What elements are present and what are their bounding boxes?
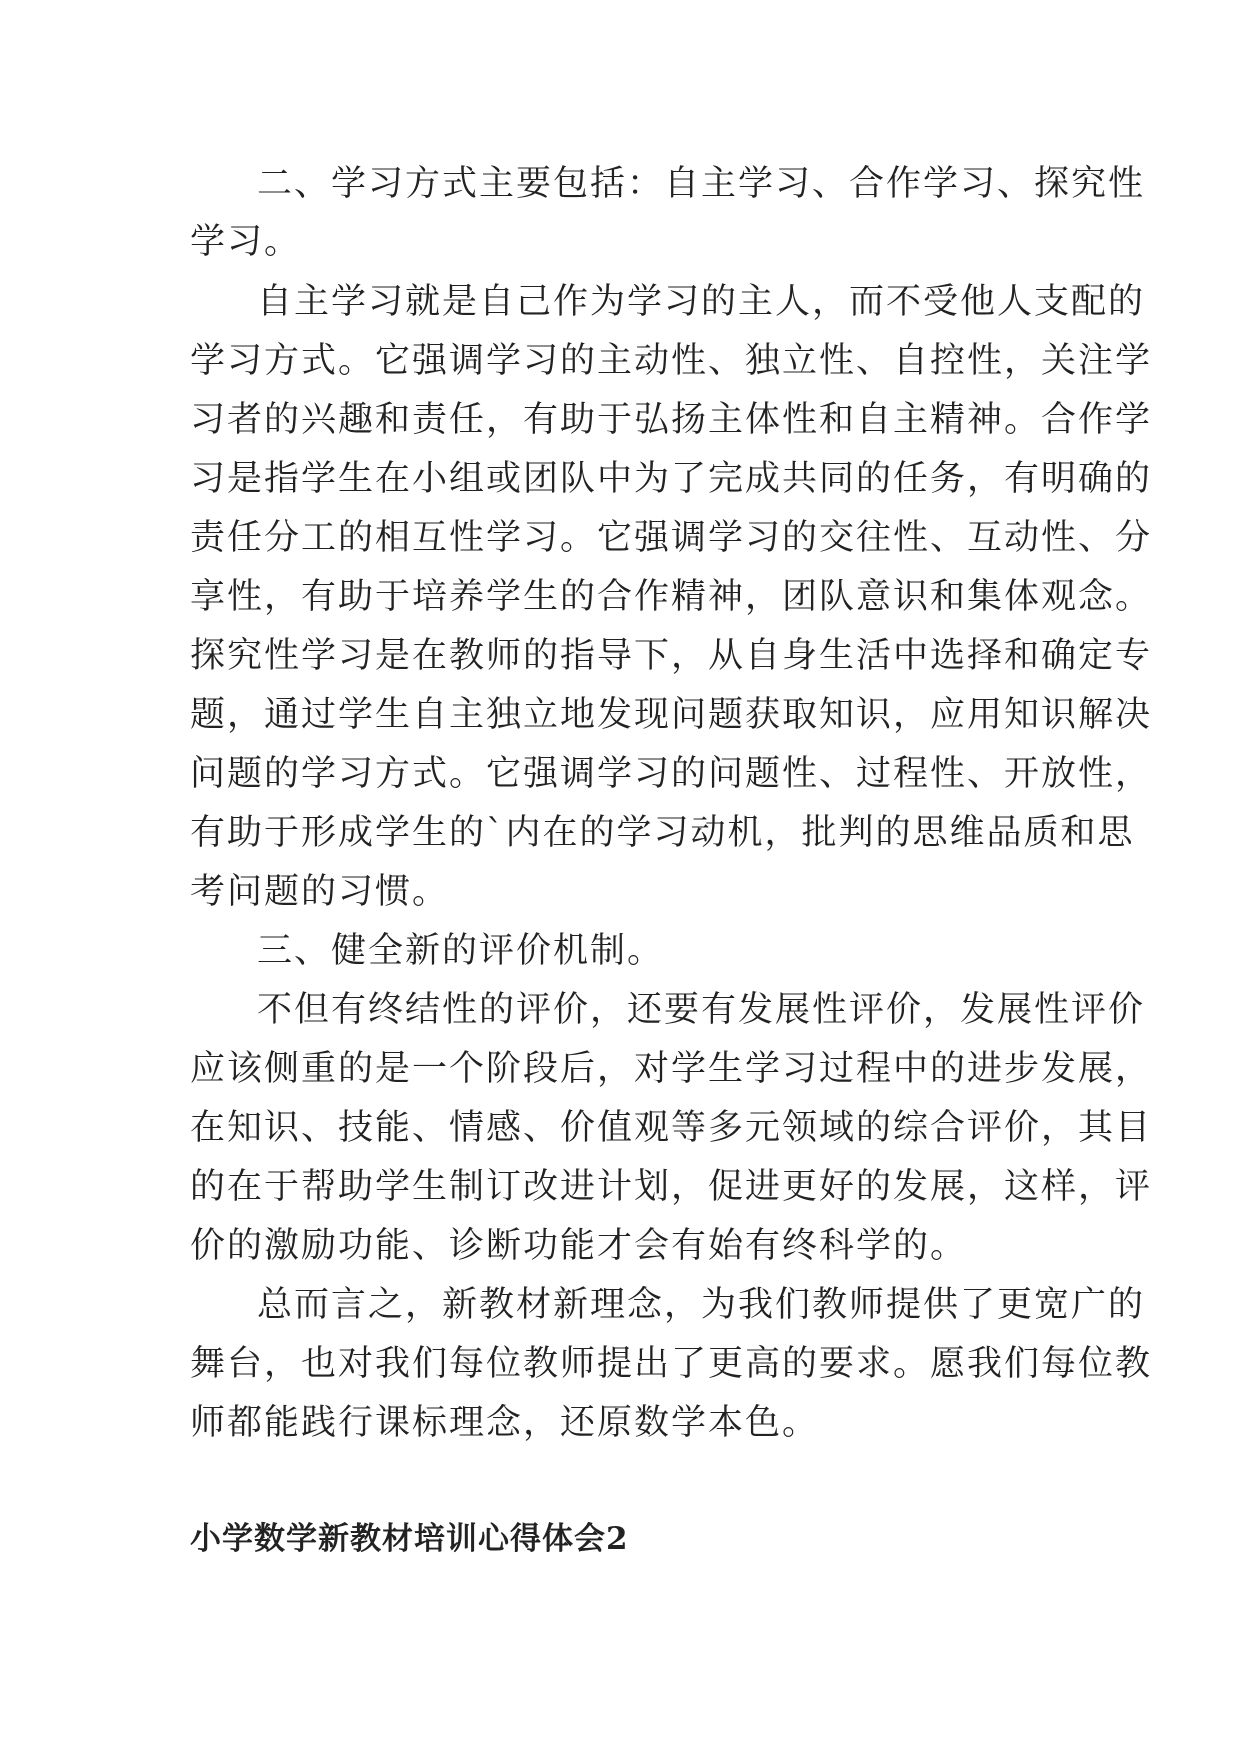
- text-line: 习是指学生在小组或团队中为了完成共同的任务，有明确的: [190, 459, 1153, 499]
- text-line: 不但有终结性的评价，还要有发展性评价，发展性评价: [257, 990, 1146, 1030]
- text-line: 总而言之，新教材新理念，为我们教师提供了更宽广的: [257, 1285, 1146, 1325]
- text-line: 三、健全新的评价机制。: [257, 931, 665, 971]
- text-line: 责任分工的相互性学习。它强调学习的交往性、互动性、分: [190, 518, 1153, 558]
- text-line: 自主学习就是自己作为学习的主人，而不受他人支配的: [257, 282, 1146, 322]
- text-line: 题，通过学生自主独立地发现问题获取知识，应用知识解决: [190, 695, 1153, 735]
- text-line: 价的激励功能、诊断功能才会有始有终科学的。: [190, 1226, 968, 1266]
- text-line: 学习。: [190, 222, 302, 262]
- text-line: 考问题的习惯。: [190, 872, 450, 912]
- text-line: 的在于帮助学生制订改进计划，促进更好的发展，这样，评: [190, 1167, 1153, 1207]
- text-line: 问题的学习方式。它强调学习的问题性、过程性、开放性，: [190, 754, 1153, 794]
- text-line: 有助于形成学生的`内在的学习动机，批判的思维品质和思: [190, 813, 1135, 853]
- text-line: 应该侧重的是一个阶段后，对学生学习过程中的进步发展，: [190, 1049, 1153, 1089]
- section-title: 小学数学新教材培训心得体会2: [190, 1521, 629, 1557]
- text-line: 学习方式。它强调学习的主动性、独立性、自控性，关注学: [190, 341, 1153, 381]
- text-line: 舞台，也对我们每位教师提出了更高的要求。愿我们每位教: [190, 1344, 1153, 1384]
- text-line: 习者的兴趣和责任，有助于弘扬主体性和自主精神。合作学: [190, 400, 1153, 440]
- text-line: 在知识、技能、情感、价值观等多元领域的综合评价，其目: [190, 1108, 1153, 1148]
- text-line: 师都能践行课标理念，还原数学本色。: [190, 1403, 820, 1443]
- text-line: 二、学习方式主要包括：自主学习、合作学习、探究性: [257, 164, 1146, 204]
- text-line: 探究性学习是在教师的指导下，从自身生活中选择和确定专: [190, 636, 1153, 676]
- text-line: 享性，有助于培养学生的合作精神，团队意识和集体观念。: [190, 577, 1153, 617]
